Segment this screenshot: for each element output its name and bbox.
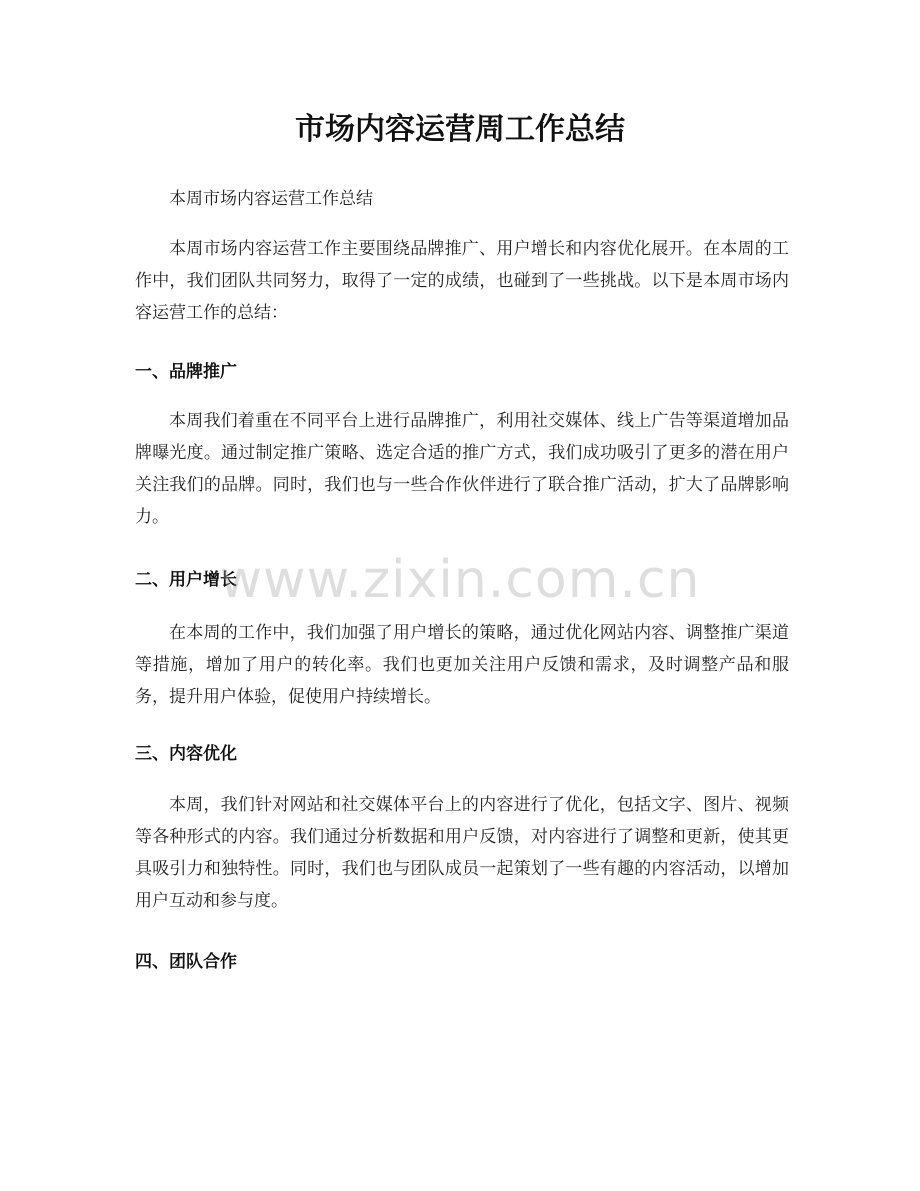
subtitle-paragraph: 本周市场内容运营工作总结 <box>169 189 373 209</box>
intro-paragraph: 本周市场内容运营工作主要围绕品牌推广、用户增长和内容优化展开。在本周的工作中，我们团队共同努力，取得了一定的成绩，也碰到了一些挑战。以下是本周市场内容运营工作的总结： <box>135 239 789 323</box>
section-body-brand: 本周我们着重在不同平台上进行品牌推广，利用社交媒体、线上广告等渠道增加品牌曝光度。通过制定推广策略、选定合适的推广方式，我们成功吸引了更多的潜在用户关注我们的品牌。同时，我们也与一些合作伙伴进行了联合推广活动，扩大了品牌影响力。 <box>135 411 789 527</box>
section-heading-content: 三、内容优化 <box>135 744 237 764</box>
section-heading-brand: 一、品牌推广 <box>135 362 237 382</box>
section-heading-teamwork: 四、团队合作 <box>135 952 237 972</box>
section-body-content: 本周，我们针对网站和社交媒体平台上的内容进行了优化，包括文字、图片、视频等各种形式的内容。我们通过分析数据和用户反馈，对内容进行了调整和更新，使其更具吸引力和独特性。同时，我们也与团队成员一起策划了一些有趣的内容活动，以增加用户互动和参与度。 <box>135 795 789 911</box>
watermark-text: www.zixin.com.cn <box>219 550 701 610</box>
section-heading-user-growth: 二、用户增长 <box>135 570 237 590</box>
section-body-user-growth: 在本周的工作中，我们加强了用户增长的策略，通过优化网站内容、调整推广渠道等措施，增加了用户的转化率。我们也更加关注用户反馈和需求，及时调整产品和服务，提升用户体验，促使用户持续增长。 <box>135 623 789 707</box>
page-title: 市场内容运营周工作总结 <box>295 112 625 147</box>
